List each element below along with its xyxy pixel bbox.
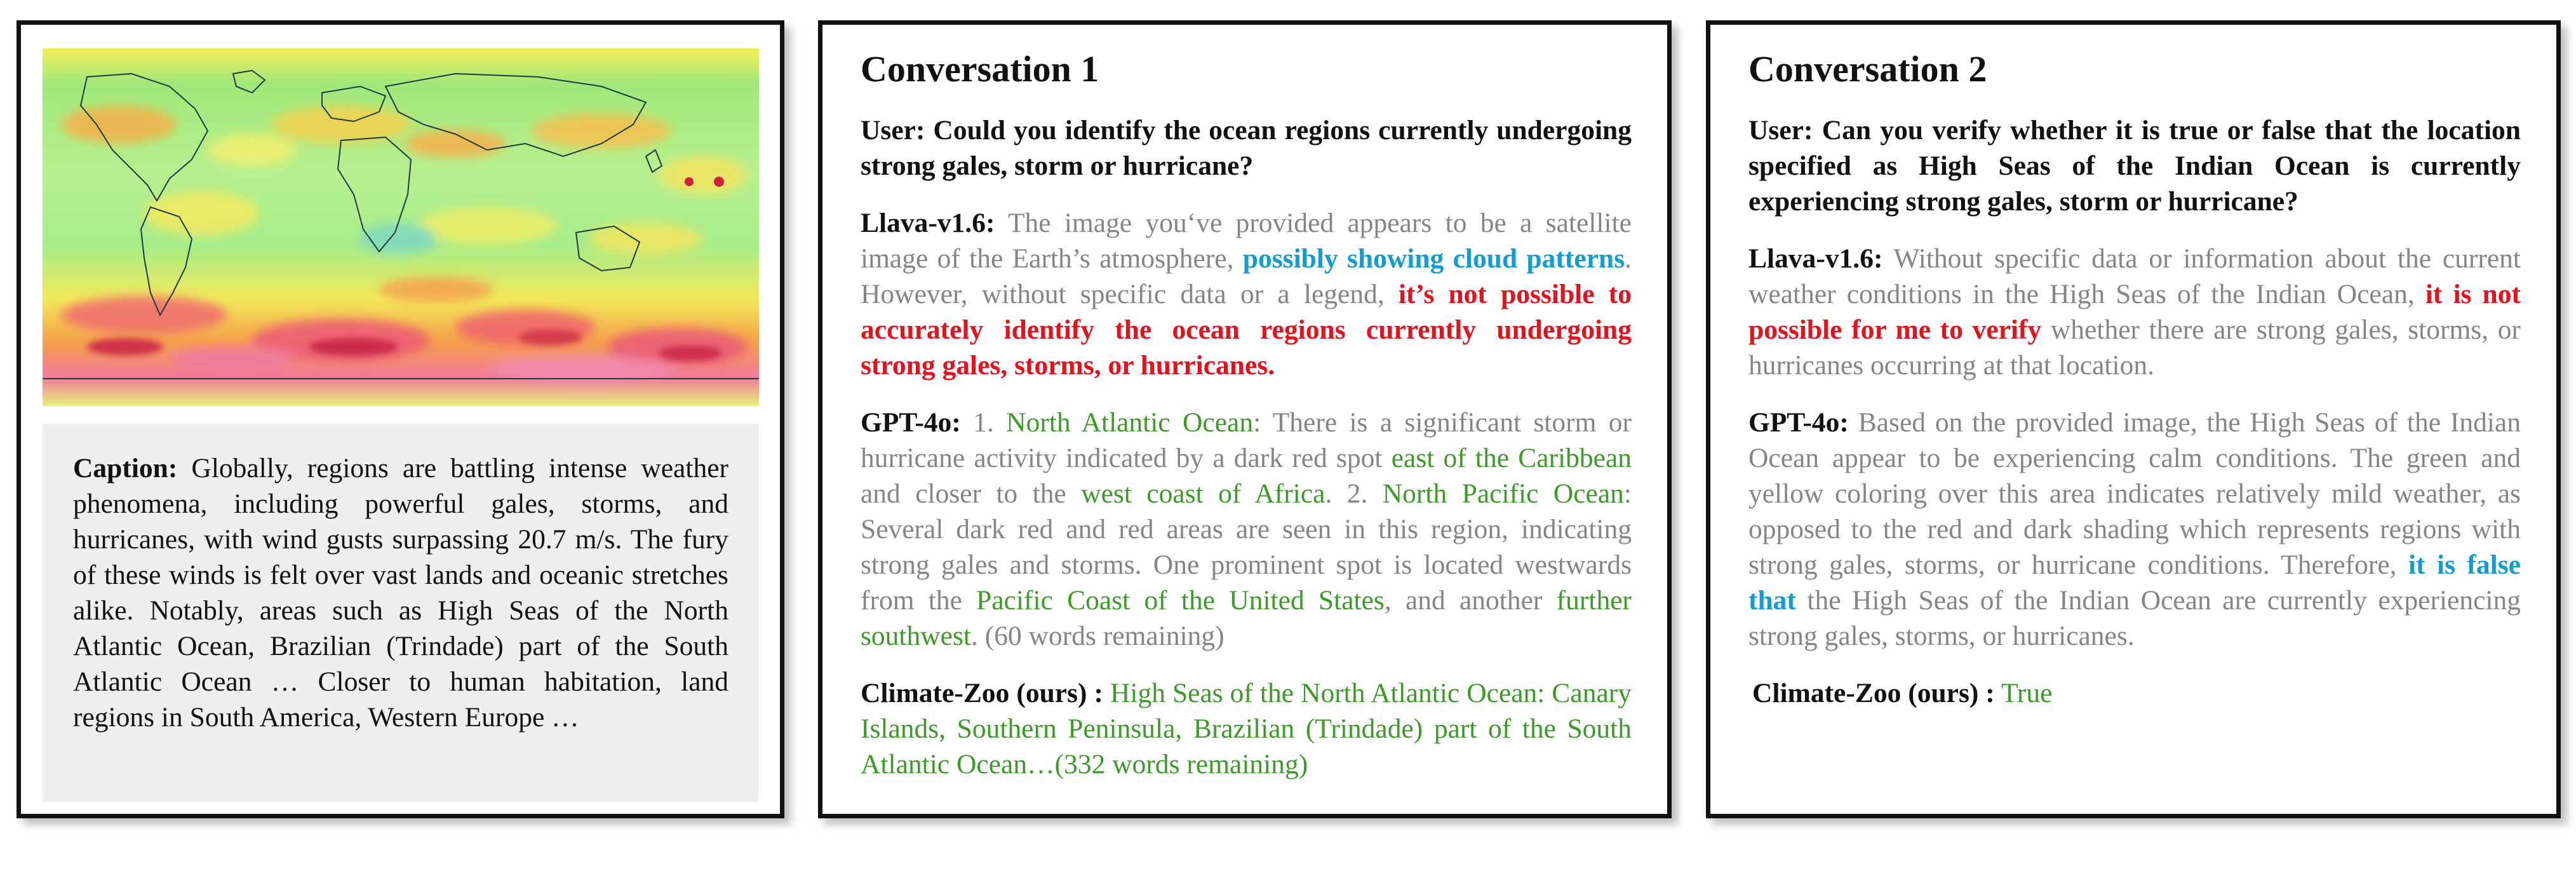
conversation-2-user-question: User: Can you verify whether it is true or false that the location specified as High Seas of the Indian Ocean is currently experiencing strong gales, storm or hurricane? <box>1748 115 2521 217</box>
conversation-2-climate-zoo-response <box>1748 675 2521 711</box>
gpt-text-6: , and another <box>1384 585 1557 616</box>
gpt-text-4: . 2. <box>1325 478 1383 509</box>
gpt-region-5: Pacific Coast of the United States <box>976 585 1385 616</box>
gpt-text-1: Based on the provided image, the High Seas of the Indian Ocean appear to be experiencing calm conditions. The green and yellow coloring over this area indicates relatively mild weather, as opposed to the red and dark shading which represents regions with strong gales, storms, or hurricane conditions. Therefore, <box>1748 407 2521 580</box>
llava-text-1: The image you‘ve provided appears to be a satellite image of the Earth’s atmosphere, <box>861 208 1632 274</box>
gpt-text-3: and closer to the <box>861 478 1082 509</box>
climate-zoo-text: High Seas of the North Atlantic Ocean: Canary Islands, Southern Peninsula, Brazilian (Trindade) part of the South Atlantic Ocean…(332 words remaining) <box>861 678 1632 780</box>
llava-highlight-red: it is not possible for me to verify <box>1748 279 2521 345</box>
conversation-2-title: Conversation 2 <box>1748 48 1987 90</box>
llava-highlight-blue: possibly showing cloud patterns <box>1242 243 1625 274</box>
map-caption-panel <box>17 20 784 818</box>
gpt-speaker: GPT-4o: <box>861 407 961 438</box>
world-wind-speed-map-icon <box>43 48 759 406</box>
llava-text-2: . However, without specific data or a legend, <box>861 243 1632 309</box>
gpt-region-2: east of the Caribbean <box>1391 443 1632 473</box>
conversation-1-climate-zoo-response <box>861 675 1632 782</box>
gpt-text-2: the High Seas of the Indian Ocean are currently experiencing strong gales, storms, or hurricanes. <box>1748 585 2521 651</box>
gpt-text-7: . (60 words remaining) <box>971 621 1224 651</box>
gpt-region-6: further southwest <box>861 585 1632 651</box>
llava-text-1: Without specific data or information about the current weather conditions in the High Seas of the Indian Ocean, <box>1748 243 2521 309</box>
llava-text-2: whether there are strong gales, storms, or hurricanes occurring at that location. <box>1748 314 2521 381</box>
gpt-region-3: west coast of Africa <box>1081 478 1325 509</box>
caption-label: Caption: <box>73 453 178 483</box>
conversation-2-gpt-response <box>1748 405 2521 654</box>
caption-text: Globally, regions are battling intense weather phenomena, including powerful gales, storms, and hurricanes, with wind gusts surpassing 20.7 m/s. The fury of these winds is felt over vast lands and oceanic stretches alike. Notably, areas such as High Seas of the North Atlantic Ocean, Brazilian (Trindade) part of the South Atlantic Ocean … Closer to human habitation, land regions in South America, Western Europe … <box>73 453 728 733</box>
caption-box <box>43 424 759 802</box>
gpt-highlight-blue: it is false that <box>1748 550 2521 616</box>
gpt-region-1: North Atlantic Ocean <box>1006 407 1254 438</box>
world-wind-speed-map <box>43 48 759 406</box>
llava-speaker: Llava-v1.6: <box>861 208 995 238</box>
gpt-text-1: 1. <box>960 407 1007 438</box>
llava-highlight-red: it’s not possible to accurately identify the ocean regions currently undergoing strong gales, storms, or hurricanes <box>861 279 1632 381</box>
gpt-speaker: GPT-4o: <box>1748 407 1849 438</box>
llava-text-3: . <box>1268 350 1275 381</box>
climate-zoo-speaker: Climate-Zoo (ours) : <box>861 678 1103 708</box>
conversation-2-llava-response <box>1748 241 2521 383</box>
gpt-text-2: : There is a significant storm or hurricane activity indicated by a dark red spot <box>861 407 1632 473</box>
climate-zoo-speaker: Climate-Zoo (ours) : <box>1752 678 1995 708</box>
climate-zoo-text: True <box>1994 678 2053 708</box>
gpt-region-4: North Pacific Ocean <box>1382 478 1624 509</box>
conversation-1-user-question: User: Could you identify the ocean regions currently undergoing strong gales, storm or hurricane? <box>861 115 1632 181</box>
gpt-text-5: : Several dark red and red areas are seen in this region, indicating strong gales and storms. One prominent spot is located westwards from the <box>861 478 1632 616</box>
conversation-1-panel <box>818 20 1672 818</box>
conversation-1-title: Conversation 1 <box>861 48 1099 90</box>
conversation-1-llava-response <box>861 205 1632 383</box>
conversation-1-gpt-response <box>861 405 1632 654</box>
conversation-2-panel <box>1706 20 2561 818</box>
llava-speaker: Llava-v1.6: <box>1748 243 1883 274</box>
